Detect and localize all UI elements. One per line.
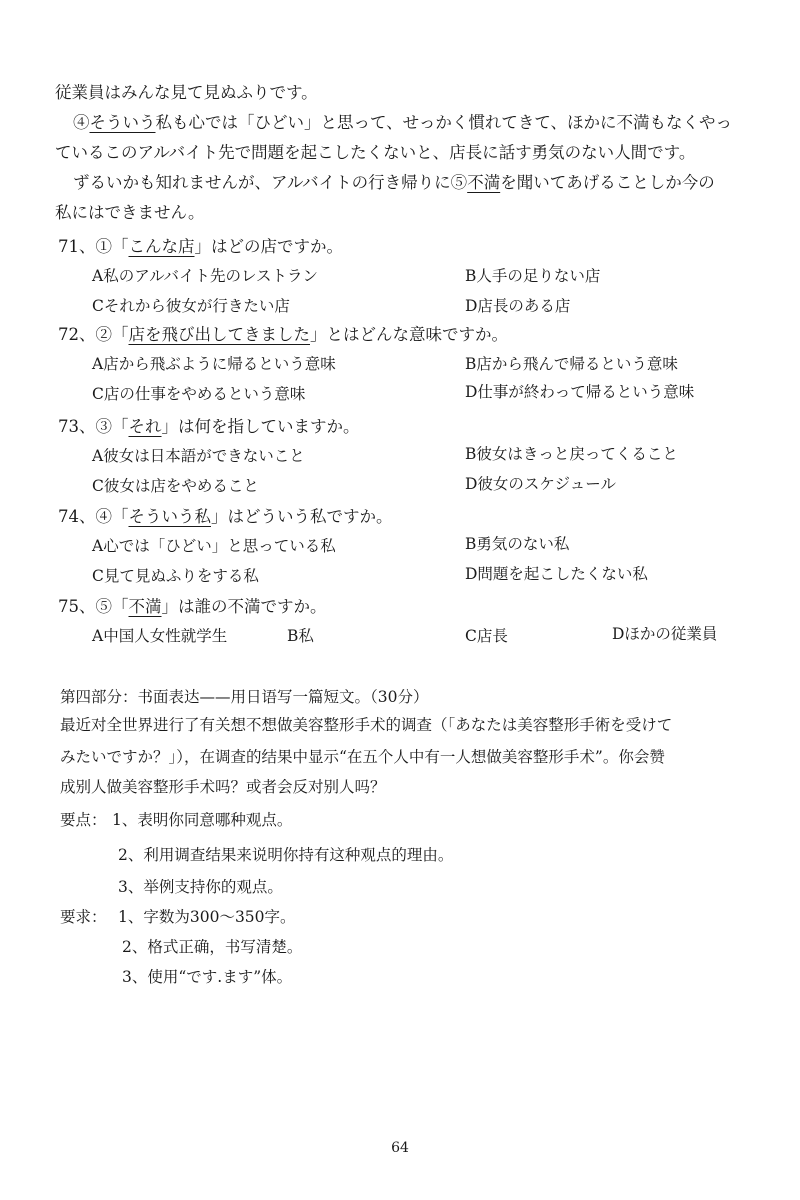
q74-option-a: A心では「ひどい」と思っている私: [92, 537, 336, 555]
q74-option-b: B勇気のない私: [465, 535, 570, 553]
point-1: 1、表明你同意哪种观点。: [112, 811, 293, 829]
point-2: 2、利用调查结果来说明你持有这种观点的理由。: [118, 846, 454, 864]
underlined-fuman: 不満: [467, 173, 501, 192]
point-3: 3、举例支持你的观点。: [118, 878, 283, 896]
page-number: 64: [391, 1140, 409, 1156]
section4-heading: 第四部分：书面表达——用日语写一篇短文。（30分）: [60, 688, 429, 706]
q71-option-a: A私のアルバイト先のレストラン: [92, 267, 319, 285]
passage-line-1: 従業員はみんな見て見ぬふりです。: [55, 83, 318, 102]
question-74: 74、④「そういう私」はどういう私ですか。: [58, 507, 393, 526]
question-72: 72、②「店を飛び出してきました」とはどんな意味ですか。: [58, 325, 508, 344]
q74-option-d: D問題を起こしたくない私: [465, 565, 648, 583]
q75-option-a: A中国人女性就学生: [92, 627, 228, 645]
section4-intro-line-2: みたいですか？」），在调查的结果中显示“在五个人中有一人想做美容整形手术”。你会赞: [60, 748, 665, 766]
q73-option-a: A彼女は日本語ができないこと: [92, 447, 305, 465]
q74-option-c: C見て見ぬふりをする私: [92, 567, 259, 585]
points-label: 要点：: [60, 811, 107, 829]
passage-paragraph-2-line-2: ているこのアルバイト先で問題を起こしたくないと、店長に話す勇気のない人間です。: [55, 143, 696, 162]
q72-option-d: D仕事が終わって帰るという意味: [465, 383, 695, 401]
q75-option-d: Dほかの従業員: [612, 625, 718, 643]
q71-option-d: D店長のある店: [465, 297, 571, 315]
question-75: 75、⑤「不満」は誰の不満ですか。: [58, 597, 327, 616]
q73-option-c: C彼女は店をやめること: [92, 477, 259, 495]
q73-option-d: D彼女のスケジュール: [465, 475, 616, 493]
question-73: 73、③「それ」は何を指していますか。: [58, 417, 360, 436]
passage-paragraph-3-line-2: 私にはできません。: [55, 203, 205, 222]
q72-option-a: A店から飛ぶように帰るという意味: [92, 355, 336, 373]
passage-paragraph-2: ④そういう私も心では「ひどい」と思って、せっかく慣れてきて、ほかに不満もなくやっ: [73, 113, 733, 132]
underlined-sou-iu: そういう: [89, 113, 156, 132]
requirement-2: 2、格式正确，书写清楚。: [122, 938, 303, 956]
requirement-3: 3、使用“です.ます”体。: [122, 968, 293, 986]
q73-option-b: B彼女はきっと戻ってくること: [465, 445, 678, 463]
q71-option-b: B人手の足りない店: [465, 267, 601, 285]
passage-paragraph-3: ずるいかも知れませんが、アルバイトの行き帰りに⑤不満を聞いてあげることしか今の: [73, 173, 715, 192]
q72-option-c: C店の仕事をやめるという意味: [92, 385, 306, 403]
q71-option-c: Cそれから彼女が行きたい店: [92, 297, 290, 315]
question-71: 71、①「こんな店」はどの店ですか。: [58, 237, 343, 256]
section4-intro-line-3: 成别人做美容整形手术吗？或者会反对别人吗？: [60, 778, 386, 796]
q75-option-c: C店長: [465, 627, 508, 645]
q75-option-b: B私: [287, 627, 314, 645]
requirements-label: 要求：: [60, 908, 107, 926]
section4-intro-line-1: 最近对全世界进行了有关想不想做美容整形手术的调查（「あなたは美容整形手術を受けて: [60, 716, 673, 734]
requirement-1: 1、字数为300～350字。: [118, 908, 296, 926]
q72-option-b: B店から飛んで帰るという意味: [465, 355, 678, 373]
